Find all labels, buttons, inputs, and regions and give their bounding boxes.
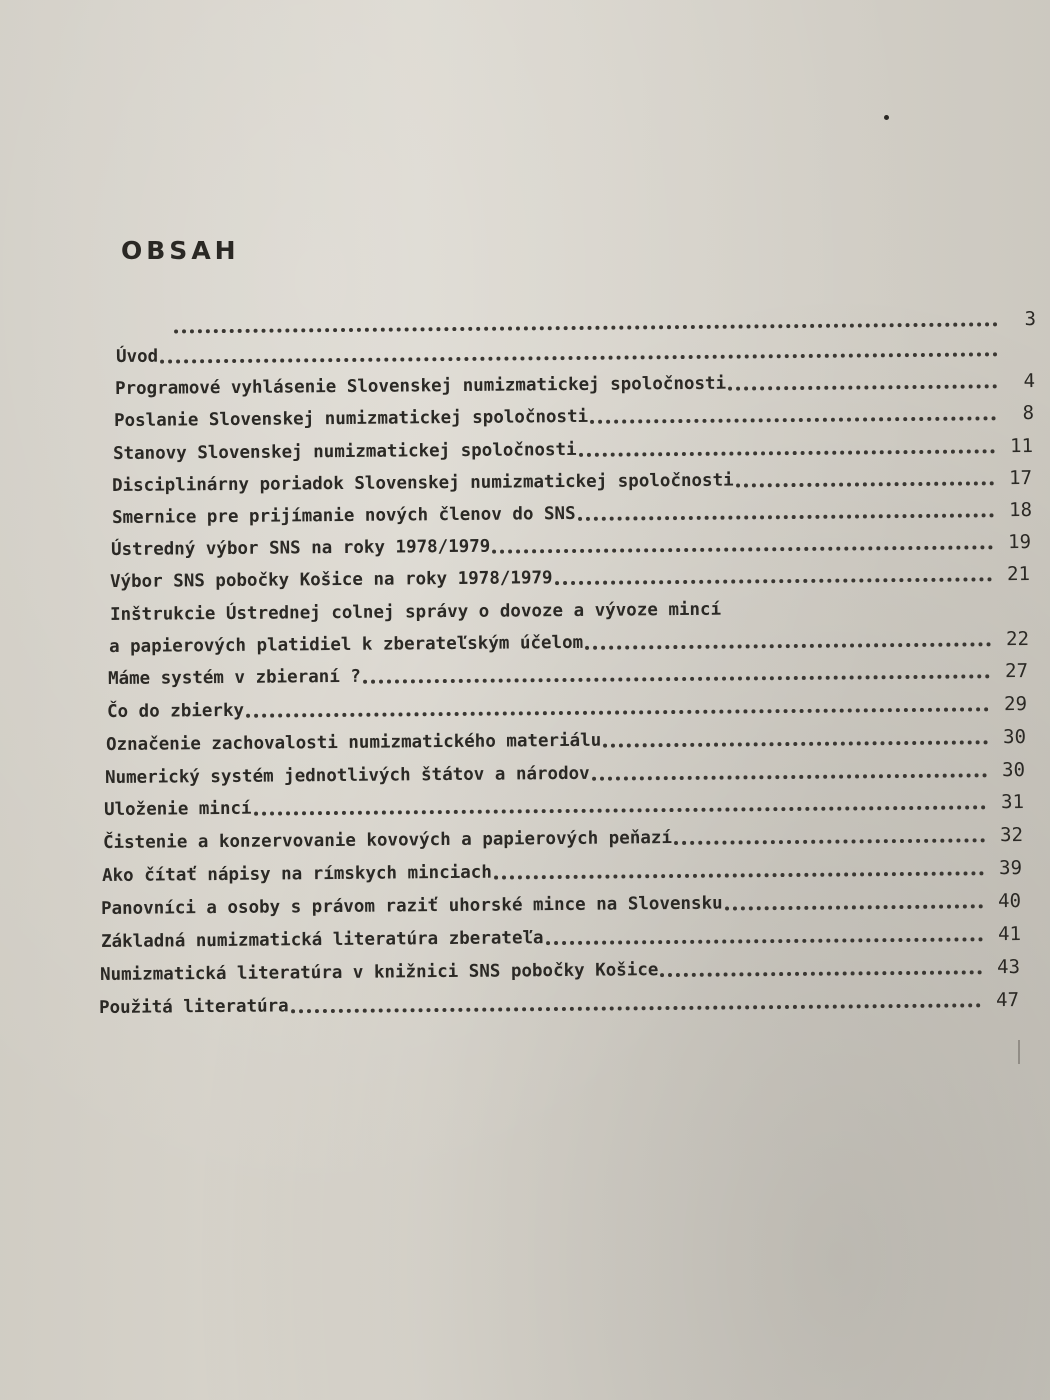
toc-leader-dots <box>592 773 987 780</box>
toc-entry-page: 22 <box>1006 627 1030 651</box>
toc-entry-title: Numerický systém jednotlivých štátov a národov <box>104 763 590 788</box>
toc-entry-title: Uloženie mincí <box>103 798 252 820</box>
toc-leader-dots <box>246 707 989 717</box>
toc-entry-title: Poslanie Slovenskej numizmatickej spoločnosti <box>113 406 589 431</box>
toc-entry <box>104 784 1024 822</box>
toc-entry <box>106 719 1026 757</box>
toc-leader-dots <box>546 937 984 945</box>
toc-leader-dots <box>291 1003 981 1013</box>
toc-entry-title: Úvod <box>115 346 159 367</box>
toc-entry-page: 30 <box>1002 758 1026 782</box>
toc-entry <box>107 686 1027 724</box>
toc-leader-dots <box>494 871 984 879</box>
toc-entry-page: 8 <box>1022 401 1035 425</box>
toc-leader-dots <box>725 904 983 910</box>
toc-entry-title: Stanovy Slovenskej numizmatickej spoločnosti <box>112 439 577 464</box>
toc-entry <box>110 556 1030 594</box>
toc-leader-dots <box>590 416 996 424</box>
toc-leader-dots <box>492 545 993 553</box>
toc-leader-dots <box>160 352 998 363</box>
paper-crease <box>1018 1040 1020 1064</box>
toc-leader-dots <box>579 449 995 457</box>
toc-entry-page: 41 <box>998 922 1022 946</box>
toc-entry-title: Použitá literatúra <box>98 996 289 1018</box>
toc-entry-page: 29 <box>1004 692 1028 716</box>
toc-entry-page: 30 <box>1003 725 1027 749</box>
toc-entry-title: Smernice pre prijímanie nových členov do SNS <box>111 503 576 528</box>
toc-entry-page: 4 <box>1023 369 1036 393</box>
toc-entry-page: 39 <box>999 856 1023 880</box>
toc-entry-title: Čistenie a konzervovanie kovových a papierových peňazí <box>102 828 673 853</box>
toc-entry <box>100 949 1020 987</box>
toc-leader-dots <box>603 740 988 747</box>
toc-entry-title: Disciplinárny poriadok Slovenskej numizmatickej spoločnosti <box>111 470 734 496</box>
toc-entry-title: Ako čítať nápisy na rímskych minciach <box>101 862 492 886</box>
toc-entry-page: 21 <box>1007 562 1031 586</box>
toc-entry-page: 18 <box>1009 498 1033 522</box>
toc-entry <box>102 850 1022 888</box>
toc-entry-title: Inštrukcie Ústrednej colnej správy o dovoze a vývoze mincí <box>109 599 722 625</box>
toc-entry-page: 31 <box>1001 790 1025 814</box>
toc-leader-dots <box>555 577 993 585</box>
toc-entry <box>101 916 1021 954</box>
toc-entry-title: Výbor SNS pobočky Košice na roky 1978/1979 <box>109 568 553 592</box>
toc-leader-dots <box>585 642 991 650</box>
toc-entry-page: 19 <box>1008 530 1032 554</box>
toc-entry-page: 17 <box>1009 466 1033 490</box>
toc-leader-dots <box>660 970 982 977</box>
toc-leader-dots <box>728 384 997 390</box>
toc-entry-page: 47 <box>996 988 1020 1012</box>
toc-entry <box>103 817 1023 855</box>
ink-speck <box>884 115 889 120</box>
toc-entry-page: 11 <box>1010 434 1034 458</box>
toc-leader-dots <box>736 481 994 487</box>
toc-entry-page: 43 <box>997 955 1021 979</box>
toc-leader-dots <box>363 674 990 683</box>
toc-entry-title: Čo do zbierky <box>106 700 245 722</box>
toc-entry-page: 40 <box>998 889 1022 913</box>
toc-entry-page: 3 <box>1024 307 1037 331</box>
toc-entry-page: 27 <box>1005 659 1029 683</box>
toc-entry-title: Panovníci a osoby s právom raziť uhorské mince na Slovensku <box>100 893 723 919</box>
toc-entry <box>101 883 1021 921</box>
toc-entry-title: a papierových platidiel k zberateľským účelom <box>108 632 584 657</box>
toc-entry <box>108 653 1028 691</box>
toc-entry-title: Numizmatická literatúra v knižnici SNS pobočky Košice <box>99 960 659 985</box>
toc-leader-dots <box>578 513 994 521</box>
toc-entry-title: Základná numizmatická literatúra zberateľa <box>100 928 544 952</box>
toc-entry <box>99 982 1019 1020</box>
toc-entry <box>114 395 1034 433</box>
toc-entry-title: Máme systém v zbieraní ? <box>107 666 361 689</box>
page-title: OBSAH <box>121 236 240 265</box>
toc-entry-page: 32 <box>1000 823 1024 847</box>
toc-leader-dots <box>674 838 985 845</box>
toc-leader-dots <box>254 805 986 815</box>
toc-entry-title: Programové vyhlásenie Slovenskej numizmatickej spoločnosti <box>114 373 727 399</box>
toc-entry-title: Označenie zachovalosti numizmatického materiálu <box>105 730 602 755</box>
toc-entry-title: Ústredný výbor SNS na roky 1978/1979 <box>110 536 491 560</box>
